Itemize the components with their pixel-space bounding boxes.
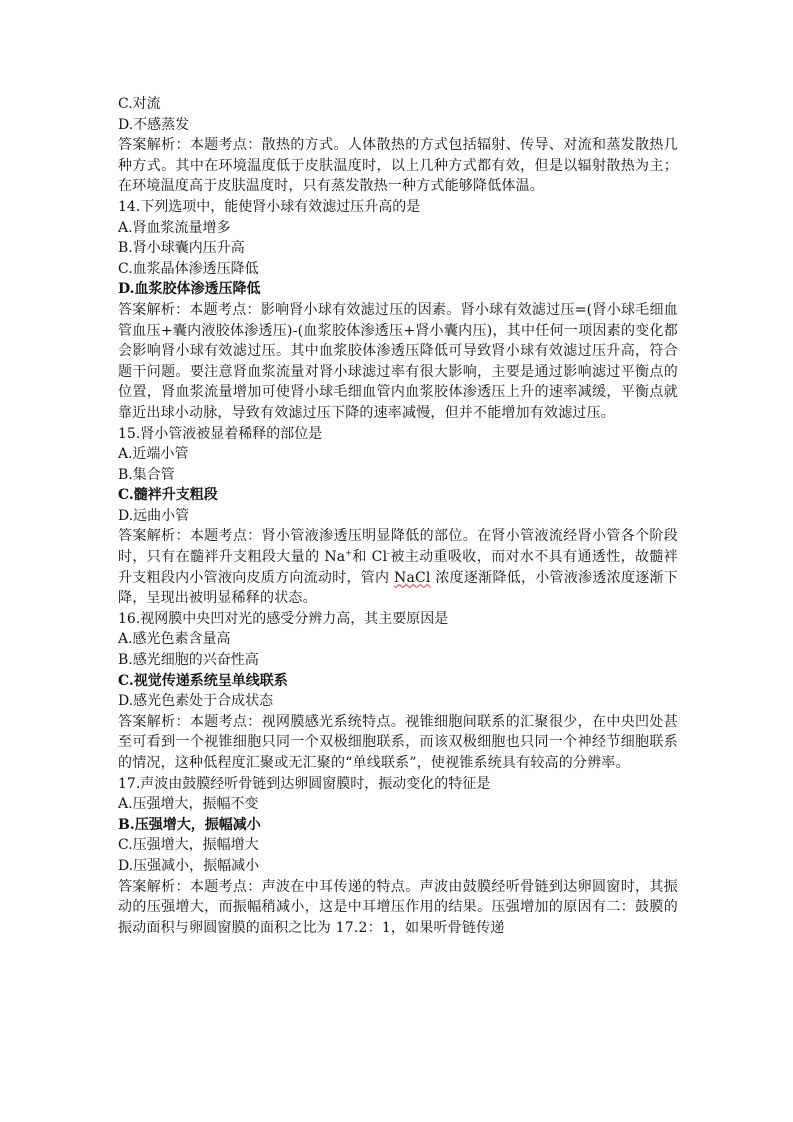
question-17-option-d: D.压强减小，振幅减小 <box>118 857 260 874</box>
explanation-15-part-2: 和 Cl <box>352 549 388 566</box>
question-16-option-d: D.感光色素处于合成状态 <box>118 693 274 710</box>
question-15-option-a: A.近端小管 <box>118 446 189 463</box>
document-page <box>118 94 678 938</box>
question-17: 17.声波由鼓膜经听骨链到达卵圆窗膜时，振动变化的特征是 <box>118 775 491 792</box>
question-14: 14.下列选项中，能使肾小球有效滤过压升高的是 <box>118 198 421 215</box>
question-17-option-a: A.压强增大，振幅不变 <box>118 796 259 813</box>
question-14-option-d-correct: D.血浆胶体渗透压降低 <box>118 281 261 298</box>
question-16-option-b: B.感光细胞的兴奋性高 <box>118 652 259 669</box>
explanation-15-part-4: 浓度逐渐降低，小管液渗透浓度逐渐下降，呈现出被明显稀释的状态。 <box>118 569 678 607</box>
question-14-option-c: C.血浆晶体渗透压降低 <box>118 260 259 277</box>
question-15-option-b: B.集合管 <box>118 466 175 483</box>
answer-explanation-15 <box>118 526 678 608</box>
question-14-option-a: A.肾血浆流量增多 <box>118 219 231 236</box>
answer-explanation-14: 答案解析：本题考点：影响肾小球有效滤过压的因素。肾小球有效滤过压=(肾小球毛细血管血压+囊内液胶体渗透压)-(血浆胶体渗透压+肾小囊内压)，其中任何一项因素的变化都会影响肾小球有效滤过压。其中血浆胶体渗透压降低可导致肾小球有效滤过压升高，符合题干问题。要注意肾血浆流量对肾小球滤过率有很大影响，主要是通过影响滤过平衡点的位置，肾血浆流量增加可使肾小球毛细血管内血浆胶体渗透压上升的速率减缓，平衡点就靠近出球小动脉，导致有效滤过压下降的速率减慢，但并不能增加有效滤过压。 <box>118 301 678 421</box>
question-15-option-c-correct: C.髓袢升支粗段 <box>118 487 218 504</box>
answer-explanation-17: 答案解析：本题考点：声波在中耳传递的特点。声波由鼓膜经听骨链到达卵圆窗时，其振动的压强增大，而振幅稍减小，这是中耳增压作用的结果。压强增加的原因有二：鼓膜的振动面积与卵圆窗膜的面积之比为 17.2：1，如果听骨链传递 <box>118 878 678 936</box>
question-16-option-a: A.感光色素含量高 <box>118 631 231 648</box>
question-17-option-c: C.压强增大，振幅增大 <box>118 837 259 854</box>
question-16-option-c-correct: C.视觉传递系统呈单线联系 <box>118 672 288 689</box>
explanation-15-part-1: 答案解析：本题考点：肾小管液渗透压明显降低的部位。在肾小管液流经肾小管各个阶段时，只有在髓袢升支粗段大量的 Na <box>118 528 678 566</box>
answer-explanation-13: 答案解析：本题考点：散热的方式。人体散热的方式包括辐射、传导、对流和蒸发散热几种方式。其中在环境温度低于皮肤温度时，以上几种方式都有效，但是以辐射散热为主；在环境温度高于皮肤温度时，只有蒸发散热一种方式能够降低体温。 <box>118 137 678 195</box>
option-d-insensible-evaporation: D.不感蒸发 <box>118 116 190 133</box>
sodium-superscript: + <box>345 548 353 558</box>
question-14-option-b: B.肾小球囊内压升高 <box>118 240 245 257</box>
option-c-convection: C.对流 <box>118 96 161 112</box>
question-15: 15.肾小管液被显着稀释的部位是 <box>118 425 323 442</box>
answer-explanation-16: 答案解析：本题考点：视网膜感光系统特点。视锥细胞间联系的汇聚很少，在中央凹处甚至可看到一个视锥细胞只同一个双极细胞联系，而该双极细胞也只同一个神经节细胞联系的情况，这种低程度汇聚或无汇聚的“单线联系”，使视锥系统具有较高的分辨率。 <box>118 713 678 771</box>
question-16: 16.视网膜中央凹对光的感受分辨力高，其主要原因是 <box>118 610 449 627</box>
chloride-superscript: - <box>387 548 391 558</box>
question-17-option-b-correct: B.压强增大，振幅减小 <box>118 816 261 833</box>
spellcheck-nacl: NaCl <box>394 569 431 586</box>
question-15-option-d: D.远曲小管 <box>118 507 190 524</box>
explanation-15-part-3: 被主动重吸收，而对水不具有通透性，故髓袢升支粗段内小管液向皮质方向流动时，管内 <box>118 549 678 586</box>
